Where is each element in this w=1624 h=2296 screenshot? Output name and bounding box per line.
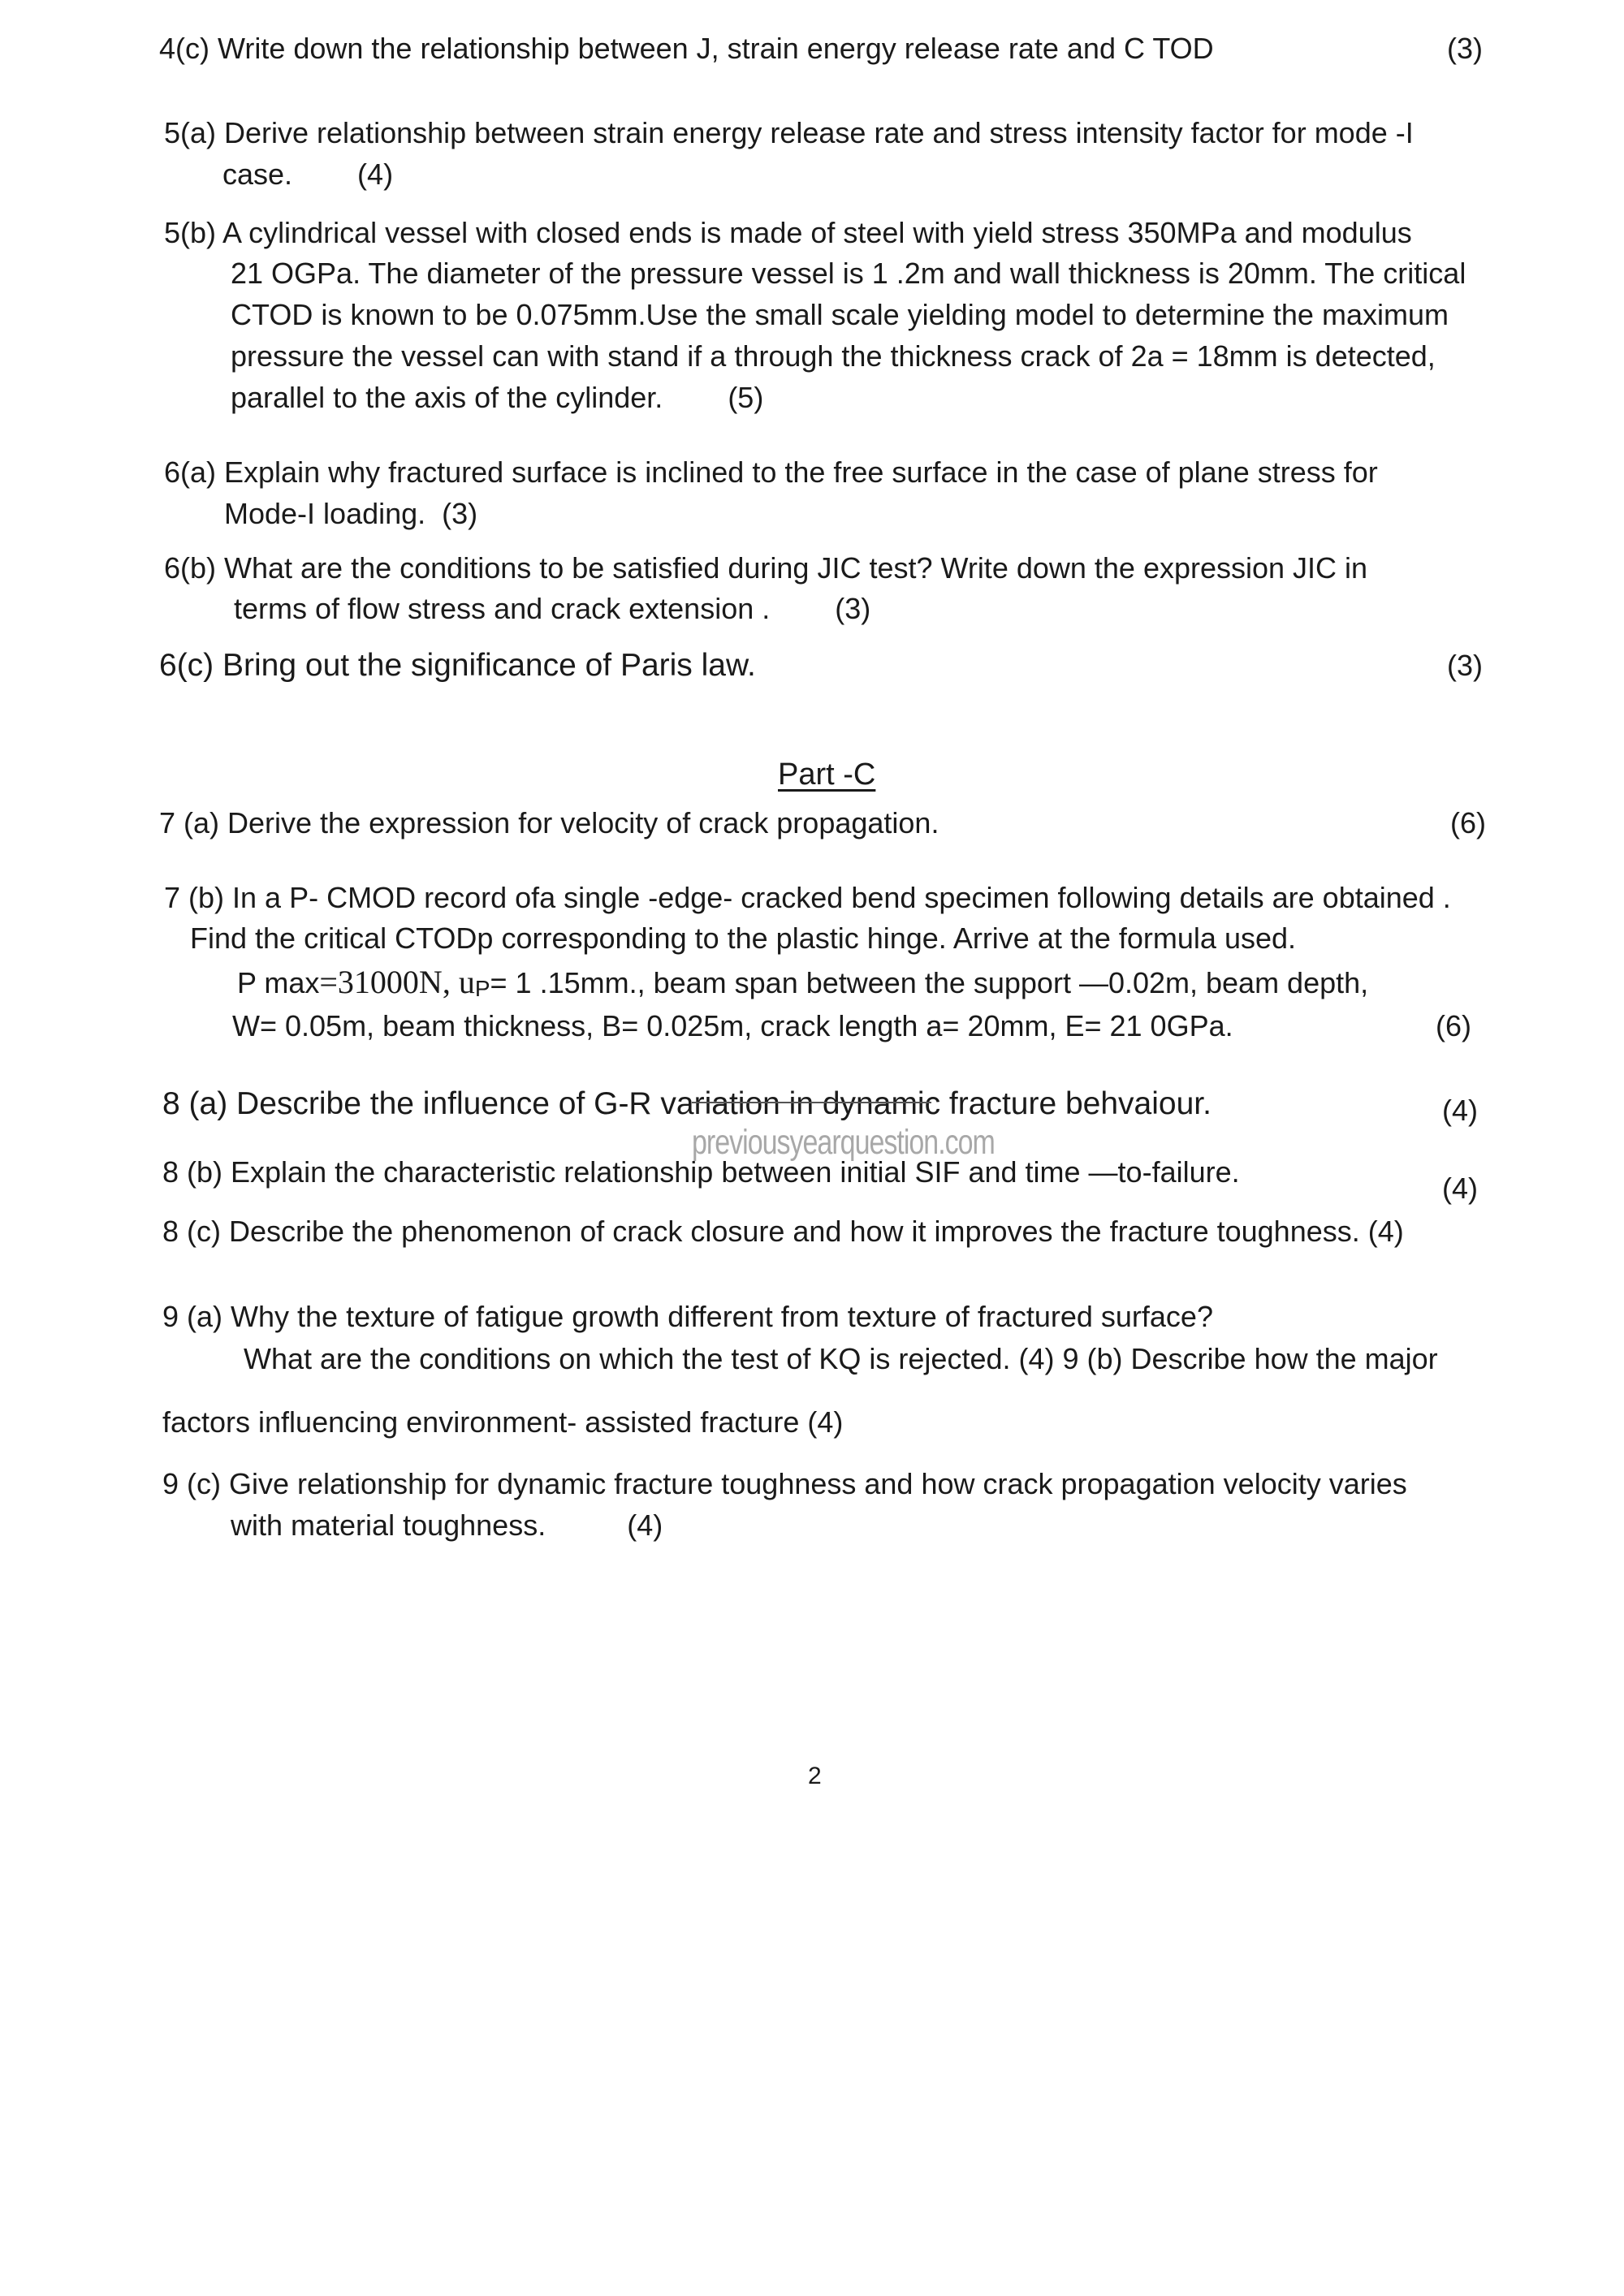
question-9a-line2: What are the conditions on which the test of KQ is rejected. (4) 9 (b) Describe how the major [244,1342,1438,1375]
question-7a: 7 (a) Derive the expression for velocity of crack propagation. [159,806,939,839]
question-6b-line1: 6(b) What are the conditions to be satisfied during JIC test? Write down the expression JIC in [164,551,1368,585]
question-8a-marks: (4) [1442,1094,1478,1127]
question-7b-line1: 7 (b) In a P- CMOD record ofa single -edge- cracked bend specimen following details are obtained . [164,881,1451,914]
question-7b-line2: Find the critical CTODp corresponding to the plastic hinge. Arrive at the formula used. [190,921,1297,955]
question-5b-line4: pressure the vessel can with stand if a through the thickness crack of 2a = 18mm is detected, [231,339,1436,373]
question-6c-marks: (3) [1447,649,1483,682]
question-6a-line1: 6(a) Explain why fractured surface is inclined to the free surface in the case of plane stress for [164,455,1378,489]
question-4c-marks: (3) [1447,32,1483,65]
question-5b-line1: 5(b) A cylindrical vessel with closed ends is made of steel with yield stress 350MPa and modulus [164,216,1412,249]
page-number: 2 [808,1763,822,1789]
question-7b-line3 [237,965,1368,1007]
question-9a-line3: factors influencing environment- assisted fracture (4) [162,1405,844,1439]
question-8b-marks: (4) [1442,1172,1478,1205]
up-subscript: P [474,976,490,1001]
question-9a-line1: 9 (a) Why the texture of fatigue growth different from texture of fractured surface? [162,1300,1213,1333]
question-6c: 6(c) Bring out the significance of Paris law. [159,648,756,683]
pmax-value: =31000N, u [319,964,475,1000]
question-5b-line3: CTOD is known to be 0.075mm.Use the small scale yielding model to determine the maximum [231,298,1449,331]
question-7a-marks: (6) [1450,806,1486,839]
question-9c-line2: with material toughness. (4) [231,1508,663,1542]
question-7b-line4: W= 0.05m, beam thickness, B= 0.025m, crack length a= 20mm, E= 21 0GPa. [232,1009,1233,1042]
question-5b-line5: parallel to the axis of the cylinder. (5) [231,381,764,414]
question-5a-line2: case. (4) [222,158,394,191]
question-4c: 4(c) Write down the relationship between J, strain energy release rate and C TOD [159,32,1214,65]
question-5a-line1: 5(a) Derive relationship between strain energy release rate and stress intensity factor for mode -I [164,116,1414,149]
part-c-heading: Part -C [778,757,876,792]
question-8c: 8 (c) Describe the phenomenon of crack closure and how it improves the fracture toughness. (4) [162,1215,1404,1248]
question-8b: 8 (b) Explain the characteristic relationship between initial SIF and time —to-failure. [162,1155,1240,1189]
watermark: previousyearquestion.com [692,1123,995,1162]
question-7b-marks: (6) [1436,1009,1471,1042]
question-5b-line2: 21 OGPa. The diameter of the pressure vessel is 1 .2m and wall thickness is 20mm. The critical [231,257,1466,290]
pmax-label: P max [237,966,320,999]
question-9c-line1: 9 (c) Give relationship for dynamic fracture toughness and how crack propagation velocity varies [162,1467,1407,1500]
question-8a: 8 (a) Describe the influence of G-R variation in dynamic fracture behvaiour. [162,1086,1212,1121]
question-6a-line2: Mode-I loading. (3) [224,497,478,530]
watermark-strike-line [692,1102,931,1103]
question-7b-line3-rest: = 1 .15mm., beam span between the support —0.02m, beam depth, [490,966,1369,999]
question-6b-line2: terms of flow stress and crack extension . (3) [234,592,871,625]
